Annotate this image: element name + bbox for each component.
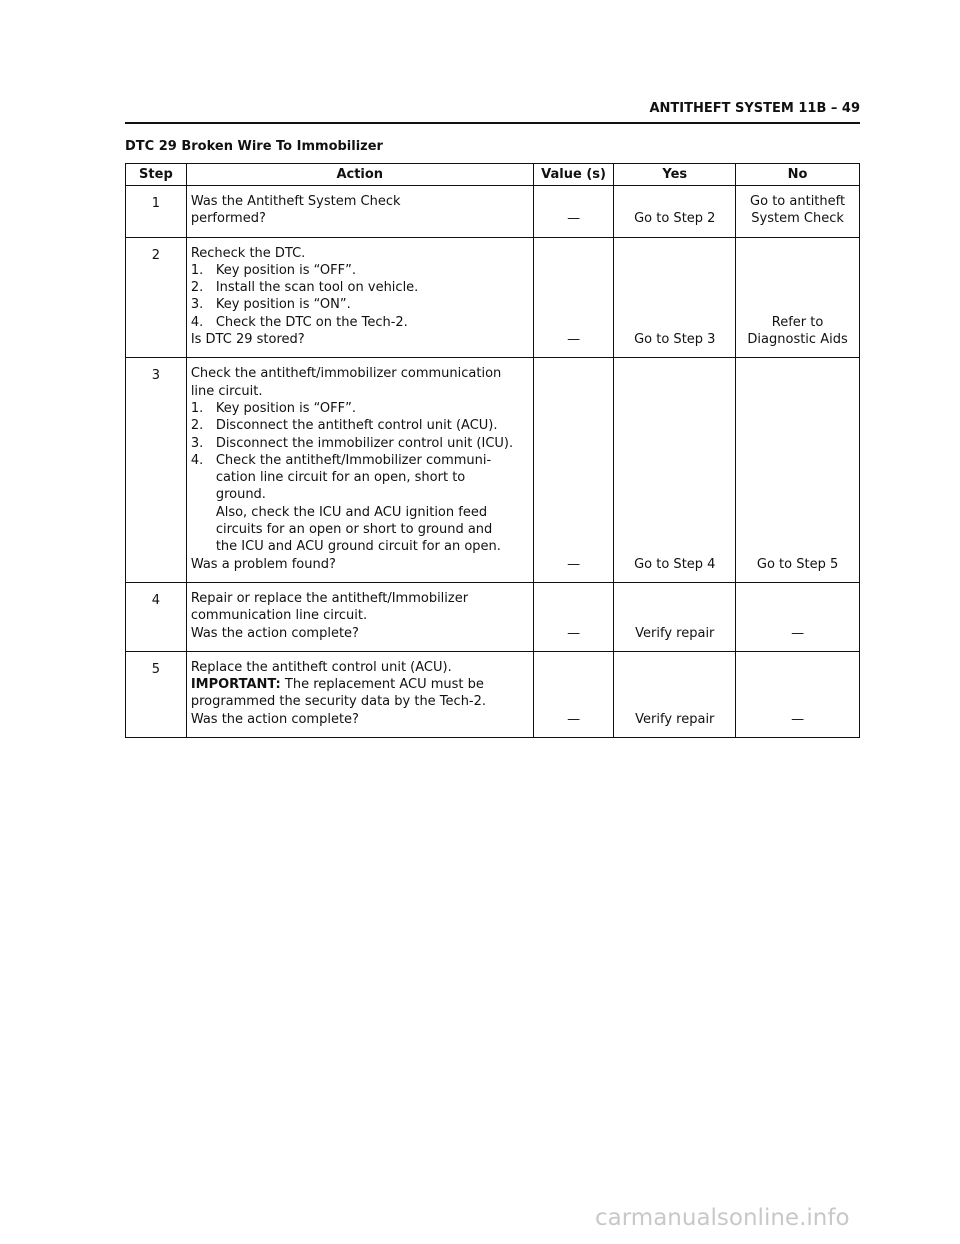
no-cell <box>736 186 860 238</box>
action-cell <box>186 582 533 651</box>
action-line: performed? <box>190 211 266 227</box>
action-line: 4. Check the DTC on the Tech-2. <box>190 314 408 330</box>
action-line: Replace the antitheft control unit (ACU). <box>190 659 452 675</box>
no-line: Go to antitheft <box>750 194 846 209</box>
yes-line: Verify repair <box>635 711 715 727</box>
table-body <box>126 186 860 738</box>
action-line: Was the action complete? <box>190 625 359 641</box>
step-cell: 4 <box>126 582 187 651</box>
column-header-yes: Yes <box>614 164 736 186</box>
no-cell <box>736 358 860 583</box>
action-line: circuits for an open or short to ground and <box>215 522 493 538</box>
no-line: — <box>791 625 805 641</box>
no-line: Diagnostic Aids <box>747 332 848 348</box>
list-number: 3. <box>190 297 204 313</box>
table-row <box>126 237 860 358</box>
action-line: Repair or replace the antitheft/Immobilizer <box>190 590 469 606</box>
action-line: 4. Check the antitheft/Immobilizer communi- <box>190 452 492 468</box>
action-line: 2. Disconnect the antitheft control unit (ACU). <box>190 418 498 434</box>
action-line: the ICU and ACU ground circuit for an open. <box>215 539 501 555</box>
action-line: 3. Key position is “ON”. <box>190 297 351 313</box>
action-line: Was the Antitheft System Check <box>190 194 401 209</box>
action-cell <box>186 651 533 737</box>
list-number: 3. <box>190 435 204 451</box>
table-row <box>126 358 860 583</box>
yes-cell <box>614 651 736 737</box>
action-line: 2. Install the scan tool on vehicle. <box>190 280 419 296</box>
action-line: Was the action complete? <box>190 711 359 727</box>
action-line: Is DTC 29 stored? <box>190 332 305 348</box>
diagnostic-table <box>125 163 860 738</box>
important-label: IMPORTANT: <box>190 677 281 693</box>
list-number: 4. <box>190 452 204 468</box>
page-header-text: ANTITHEFT SYSTEM 11B – 49 <box>649 101 860 116</box>
list-number: 1. <box>190 400 204 416</box>
action-line: 1. Key position is “OFF”. <box>190 262 356 278</box>
value-cell: — <box>533 582 614 651</box>
yes-line: Go to Step 4 <box>634 556 716 572</box>
table-row <box>126 582 860 651</box>
value-cell: — <box>533 358 614 583</box>
no-line: Refer to <box>771 314 824 330</box>
yes-cell <box>614 358 736 583</box>
list-number: 2. <box>190 280 204 296</box>
yes-cell <box>614 186 736 238</box>
action-cell <box>186 186 533 238</box>
list-number: 1. <box>190 262 204 278</box>
column-header-action: Action <box>186 164 533 186</box>
no-cell <box>736 582 860 651</box>
no-line: Go to Step 5 <box>756 556 839 572</box>
yes-line: Verify repair <box>635 625 715 641</box>
no-line: — <box>791 711 805 727</box>
column-header-step: Step <box>126 164 187 186</box>
step-cell: 2 <box>126 237 187 358</box>
yes-line: Go to Step 2 <box>634 211 716 227</box>
no-cell <box>736 651 860 737</box>
action-cell <box>186 358 533 583</box>
action-cell <box>186 237 533 358</box>
step-cell: 1 <box>126 186 187 238</box>
table-row <box>126 651 860 737</box>
no-line: System Check <box>751 211 844 227</box>
column-header-value: Value (s) <box>533 164 614 186</box>
page-header <box>125 100 860 124</box>
action-line: programmed the security data by the Tech-2. <box>190 694 487 710</box>
step-cell: 3 <box>126 358 187 583</box>
action-line: line circuit. <box>190 383 263 399</box>
action-line: Check the antitheft/immobilizer communication <box>190 366 502 382</box>
column-header-no: No <box>736 164 860 186</box>
step-cell: 5 <box>126 651 187 737</box>
table-header-row <box>126 164 860 186</box>
table-row <box>126 186 860 238</box>
action-line: 3. Disconnect the immobilizer control unit (ICU). <box>190 435 514 451</box>
action-line: 1. Key position is “OFF”. <box>190 400 356 416</box>
action-line: IMPORTANT: The replacement ACU must be <box>190 677 484 693</box>
section-title: DTC 29 Broken Wire To Immobilizer <box>125 139 383 154</box>
value-cell: — <box>533 651 614 737</box>
action-line: ground. <box>215 487 266 503</box>
list-number: 2. <box>190 418 204 434</box>
action-line: communication line circuit. <box>190 608 368 624</box>
no-cell <box>736 237 860 358</box>
action-line: Also, check the ICU and ACU ignition feed <box>215 504 488 520</box>
yes-cell <box>614 237 736 358</box>
list-number: 4. <box>190 314 204 330</box>
watermark: carmanualsonline.info <box>595 1205 850 1231</box>
action-line: cation line circuit for an open, short to <box>215 470 466 486</box>
value-cell: — <box>533 186 614 238</box>
value-cell: — <box>533 237 614 358</box>
yes-cell <box>614 582 736 651</box>
action-line: Was a problem found? <box>190 556 336 572</box>
yes-line: Go to Step 3 <box>634 332 716 348</box>
action-line: Recheck the DTC. <box>190 245 306 261</box>
